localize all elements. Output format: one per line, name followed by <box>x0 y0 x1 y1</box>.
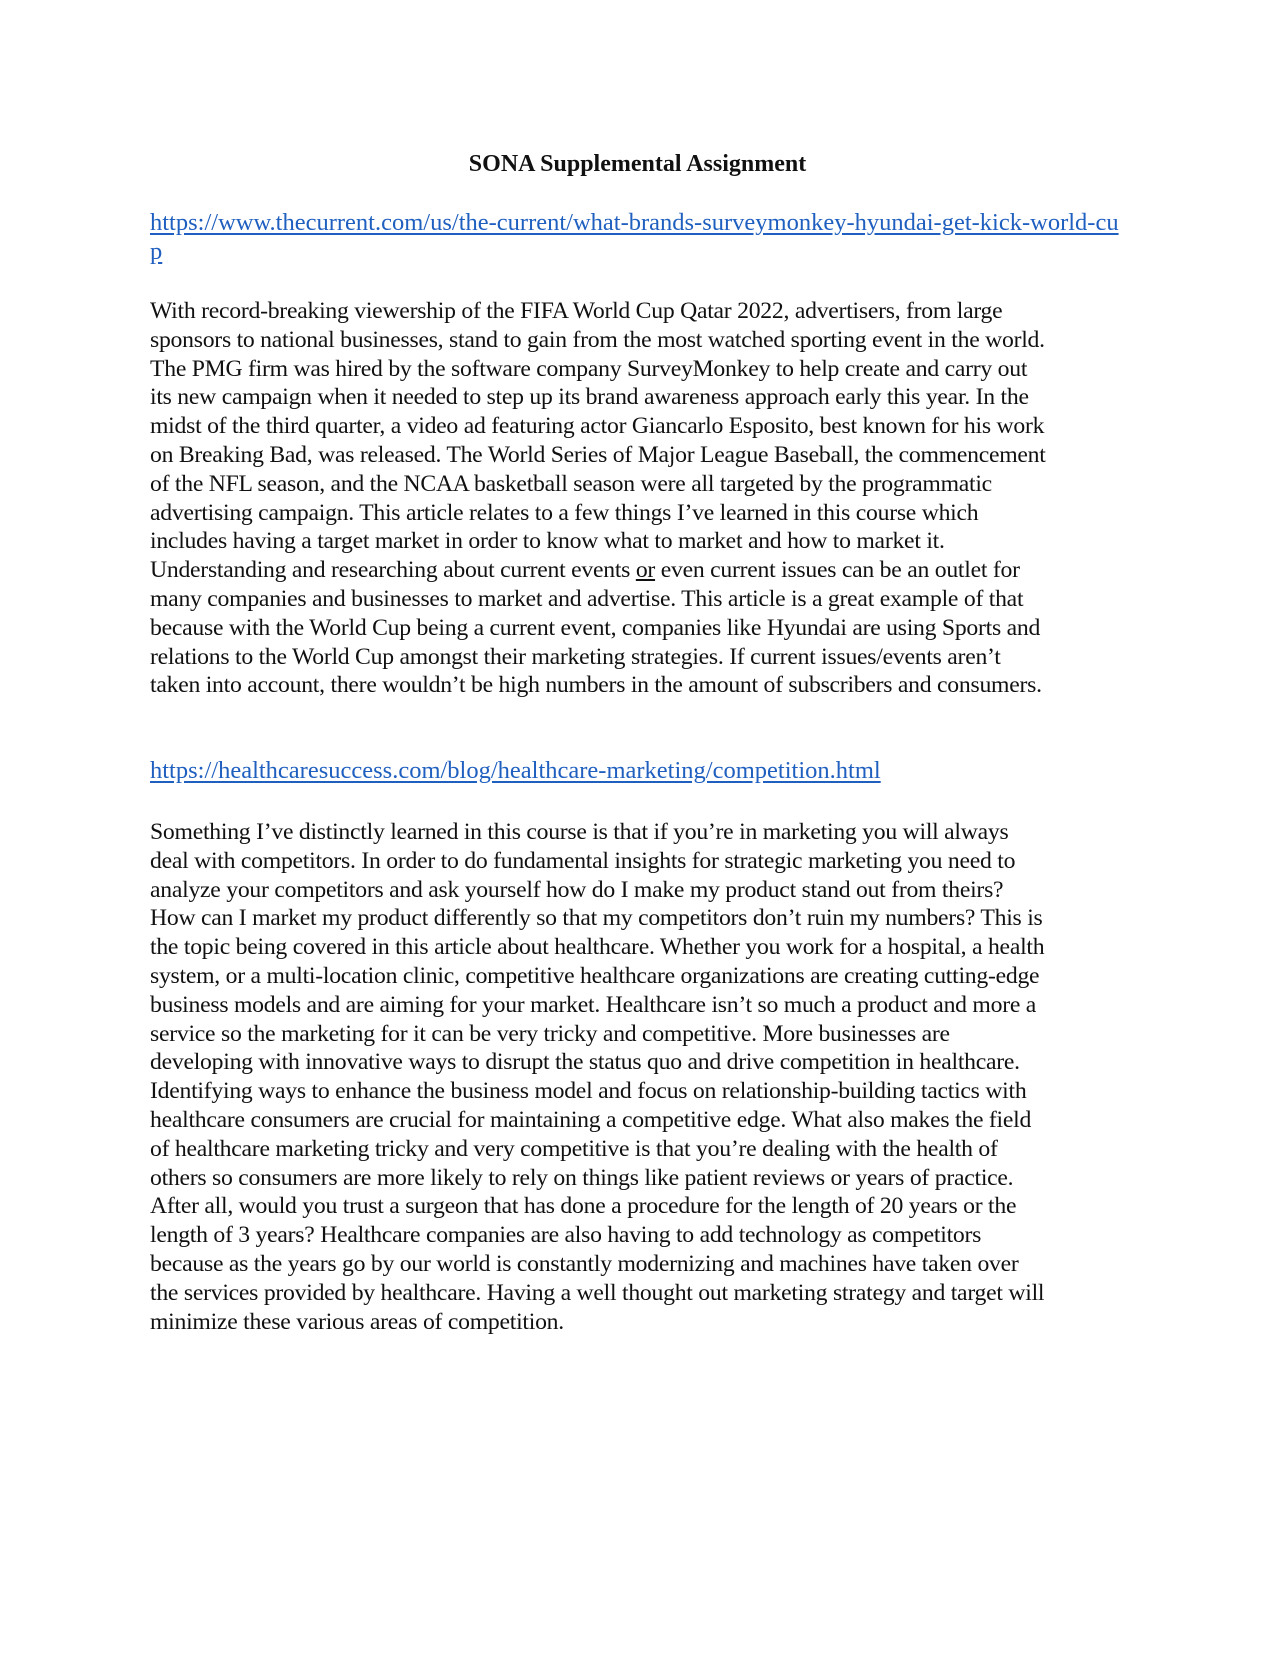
paragraph-line: With record-breaking viewership of the FIFA World Cup Qatar 2022, advertisers, from large <box>150 298 1003 324</box>
paragraph-line: service so the marketing for it can be very tricky and competitive. More businesses are <box>150 1020 950 1047</box>
paragraph-line: Identifying ways to enhance the business model and focus on relationship-building tactics with <box>150 1078 1027 1105</box>
paragraph-line: Something I’ve distinctly learned in this course is that if you’re in marketing you will always <box>150 819 1009 845</box>
line-text-after: even current issues can be an outlet for <box>655 557 1020 584</box>
paragraph-line: relations to the World Cup amongst their marketing strategies. If current issues/events aren’t <box>150 643 1001 670</box>
paragraph-line: midst of the third quarter, a video ad featuring actor Giancarlo Esposito, best known for his work <box>150 413 1045 440</box>
paragraph-world-cup <box>150 297 1046 700</box>
paragraph-line: the topic being covered in this article about healthcare. Whether you work for a hospital, a health <box>150 934 1045 961</box>
line-text-before: Understanding and researching about current events <box>150 557 636 584</box>
paragraph-line: deal with competitors. In order to do fundamental insights for strategic marketing you need to <box>150 847 1016 874</box>
paragraph-line: its new campaign when it needed to step up its brand awareness approach early this year. In the <box>150 384 1029 411</box>
paragraph-line: system, or a multi-location clinic, competitive healthcare organizations are creating cutting-edge <box>150 962 1040 989</box>
paragraph-line: taken into account, there wouldn’t be high numbers in the amount of subscribers and consumers. <box>150 672 1042 699</box>
paragraph-line: The PMG firm was hired by the software company SurveyMonkey to help create and carry out <box>150 355 1028 382</box>
paragraph-line: minimize these various areas of competition. <box>150 1308 564 1335</box>
paragraph-line <box>150 556 1046 585</box>
paragraph-line: advertising campaign. This article relates to a few things I’ve learned in this course which <box>150 499 979 526</box>
paragraph-healthcare <box>150 818 1044 1336</box>
paragraph-line: of healthcare marketing tricky and very competitive is that you’re dealing with the health of <box>150 1135 998 1162</box>
paragraph-line: How can I market my product differently so that my competitors don’t ruin my numbers? This is <box>150 905 1043 932</box>
paragraph-line: because as the years go by our world is constantly modernizing and machines have taken over <box>150 1250 1019 1277</box>
paragraph-line: business models and are aiming for your market. Healthcare isn’t so much a product and more a <box>150 991 1037 1018</box>
paragraph-line: analyze your competitors and ask yourself how do I make my product stand out from theirs? <box>150 876 1004 903</box>
paragraph-line: healthcare consumers are crucial for maintaining a competitive edge. What also makes the field <box>150 1106 1032 1133</box>
underlined-word: or <box>635 557 656 584</box>
paragraph-line: developing with innovative ways to disrupt the status quo and drive competition in healthcare. <box>150 1049 1020 1076</box>
paragraph-line: After all, would you trust a surgeon that has done a procedure for the length of 20 years or the <box>150 1193 1017 1220</box>
article-link-healthcaresuccess[interactable]: https://healthcaresuccess.com/blog/healthcare-marketing/competition.html <box>150 757 881 784</box>
paragraph-line: sponsors to national businesses, stand to gain from the most watched sporting event in the world. <box>150 326 1045 353</box>
paragraph-line: includes having a target market in order to know what to market and how to market it. <box>150 528 945 555</box>
paragraph-line: the services provided by healthcare. Having a well thought out marketing strategy and target will <box>150 1279 1045 1306</box>
paragraph-line: on Breaking Bad, was released. The World Series of Major League Baseball, the commencement <box>150 441 1046 468</box>
paragraph-line: others so consumers are more likely to rely on things like patient reviews or years of practice. <box>150 1164 1014 1191</box>
article-link-thecurrent[interactable]: https://www.thecurrent.com/us/the-current/what-brands-surveymonkey-hyundai-get-kick-world-cup <box>150 209 1119 265</box>
paragraph-line: length of 3 years? Healthcare companies are also having to add technology as competitors <box>150 1222 982 1249</box>
paragraph-line: many companies and businesses to market and advertise. This article is a great example of that <box>150 585 1024 612</box>
paragraph-line: of the NFL season, and the NCAA basketball season were all targeted by the programmatic <box>150 470 992 497</box>
document-title: SONA Supplemental Assignment <box>468 151 807 177</box>
paragraph-line: because with the World Cup being a current event, companies like Hyundai are using Sports and <box>150 614 1041 641</box>
